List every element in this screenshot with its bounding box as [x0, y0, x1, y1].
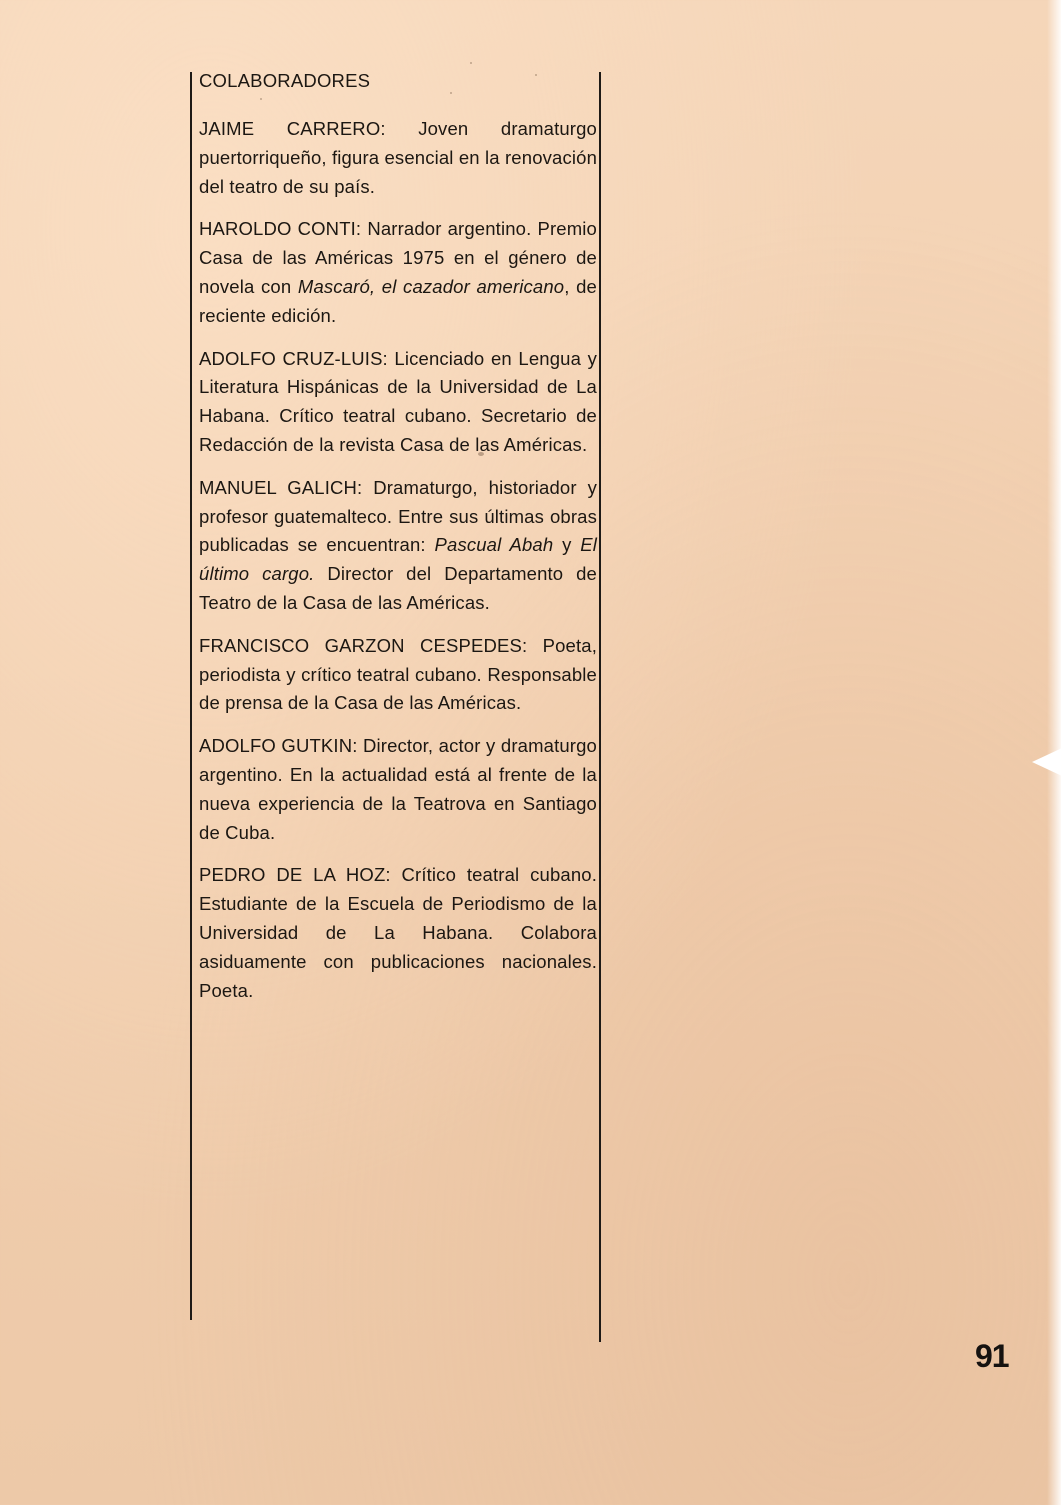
contributor-text [199, 215, 597, 330]
contributor-entry [199, 115, 597, 201]
contributor-text [199, 632, 597, 718]
text-run: Director del Departamento de Teatro de la Casa de las Américas. [199, 563, 597, 613]
contributor-text [199, 474, 597, 618]
paper-speck [478, 452, 484, 456]
contributor-entry [199, 861, 597, 1005]
contributors-column [199, 68, 597, 1019]
paper-speck [535, 74, 537, 76]
contributor-entry [199, 215, 597, 330]
contributor-text [199, 861, 597, 1005]
paper-speck [260, 98, 262, 100]
contributor-text [199, 115, 597, 201]
text-run: HAROLDO CONTI: Narrador argentino. Premio Casa de las Américas 1975 en el género de novela con [199, 218, 597, 297]
text-run: , de reciente edición. [199, 275, 597, 326]
italic-title: Pascual Abah [434, 534, 554, 556]
text-run: y [553, 534, 581, 556]
italic-title: Mascaró, el cazador americano [297, 275, 565, 297]
page-number: 91 [975, 1338, 1009, 1374]
contributor-list [199, 115, 597, 1005]
contributor-entry [199, 474, 597, 618]
column-right-rule [599, 72, 601, 1342]
text-run: FRANCISCO GARZON CESPEDES: Poeta, periodista y crítico teatral cubano. Responsable de prensa de la Casa de las Américas. [199, 634, 597, 714]
italic-title: El último cargo. [199, 534, 598, 585]
contributor-entry [199, 345, 597, 460]
contributor-text [199, 732, 597, 847]
contributor-entry [199, 632, 597, 718]
paper-speck [470, 62, 472, 64]
page-tear [1032, 748, 1061, 776]
paper-speck [450, 92, 452, 94]
text-run: PEDRO DE LA HOZ: Crítico teatral cubano. Estudiante de la Escuela de Periodismo de la Universidad de La Habana. Colabora asiduamente con publicaciones nacionales. Poeta. [199, 864, 597, 1001]
text-run: MANUEL GALICH: Dramaturgo, historiador y profesor guatemalteco. Entre sus últimas obras publicadas se encuentran: [199, 476, 597, 556]
text-run: ADOLFO CRUZ-LUIS: Licenciado en Lengua y Literatura Hispánicas de la Universidad de La Habana. Crítico teatral cubano. Secretario de Redacción de la revista Casa de las Américas. [199, 347, 597, 455]
section-title: COLABORADORES [199, 70, 371, 91]
text-run: JAIME CARRERO: Joven dramaturgo puertorriqueño, figura esencial en la renovación del teatro de su país. [199, 118, 598, 197]
contributor-text [199, 345, 597, 460]
column-left-rule [190, 72, 192, 1320]
text-run: ADOLFO GUTKIN: Director, actor y dramaturgo argentino. En la actualidad está al frente de la nueva experiencia de la Teatrova en Santiago de Cuba. [199, 735, 597, 843]
contributor-entry [199, 732, 597, 847]
